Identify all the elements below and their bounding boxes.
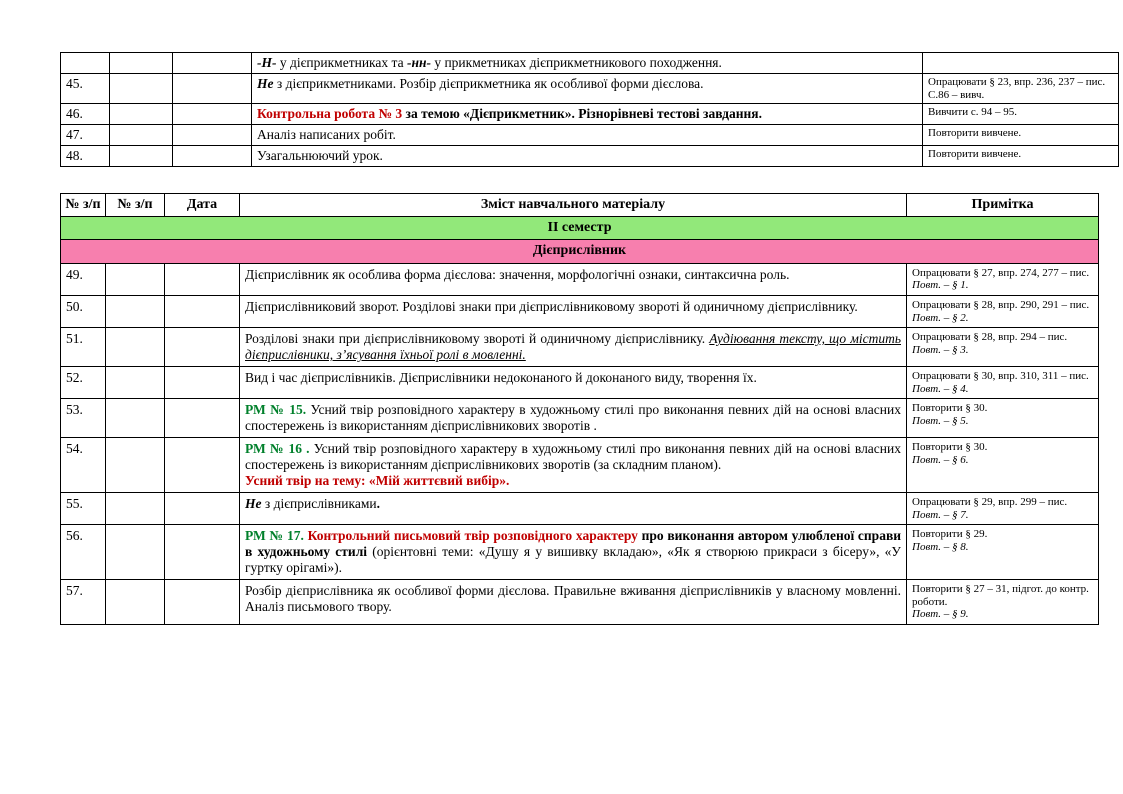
header-note: Примітка — [907, 193, 1099, 216]
cell-number-2 — [106, 263, 165, 295]
cell-number-2 — [110, 53, 173, 74]
cell-content: -Н- у дієприкметниках та -нн- у прикметниках дієприкметникового походження. — [252, 53, 923, 74]
cell-note: Опрацювати § 30, впр. 310, 311 – пис. Повт. – § 4. — [907, 367, 1099, 399]
cell-note: Повторити § 27 – 31, підгот. до контр. роботи. Повт. – § 9. — [907, 580, 1099, 625]
cell-date — [165, 580, 240, 625]
cell-number: 46. — [61, 104, 110, 125]
table-row — [61, 525, 1099, 580]
table-row — [61, 295, 1099, 327]
table-row — [61, 146, 1119, 167]
cell-note: Повторити вивчене. — [923, 146, 1119, 167]
cell-number: 45. — [61, 73, 110, 103]
cell-content: Вид і час дієприслівників. Дієприслівники недоконаного й доконаного виду, творення їх. — [240, 367, 907, 399]
cell-content: Розбір дієприслівника як особливої форми дієслова. Правильне вживання дієприслівників у власному мовленні. Аналіз письмового твору. — [240, 580, 907, 625]
table-row — [61, 125, 1119, 146]
cell-date — [165, 367, 240, 399]
band-semester-row — [61, 216, 1099, 240]
table-row — [61, 438, 1099, 493]
cell-date — [165, 328, 240, 367]
table-row — [61, 73, 1119, 103]
lesson-table-main — [60, 193, 1099, 625]
cell-number-2 — [106, 438, 165, 493]
cell-note: Опрацювати § 28, впр. 294 – пис. Повт. – § 3. — [907, 328, 1099, 367]
table-row — [61, 53, 1119, 74]
band-semester-label: ІІ семестр — [61, 216, 1099, 240]
table-row — [61, 580, 1099, 625]
cell-content: РМ № 17. Контрольний письмовий твір розповідного характеру про виконання автором улюбленої справи в художньому стилі (орієнтовні теми: «Душу я у вишивку вкладаю», «Як я створюю прикраси з бісеру», «У гуртку орігамі»). — [240, 525, 907, 580]
cell-note: Опрацювати § 28, впр. 290, 291 – пис. Повт. – § 2. — [907, 295, 1099, 327]
cell-number-2 — [106, 580, 165, 625]
band-topic-row — [61, 240, 1099, 264]
table-row — [61, 263, 1099, 295]
cell-date — [165, 295, 240, 327]
cell-number: 51. — [61, 328, 106, 367]
table-gap — [60, 167, 1063, 193]
cell-content: РМ № 16 . Усний твір розповідного характеру в художньому стилі про виконання певних дій на основі власних спостережень із використанням дієприслівникових зворотів (за складним планом). Усний твір на тему: «Мій життєвий вибір». — [240, 438, 907, 493]
cell-number-2 — [110, 104, 173, 125]
cell-content: Не з дієприслівниками. — [240, 492, 907, 524]
cell-content: Контрольна робота № 3 за темою «Дієприкметник». Різнорівневі тестові завдання. — [252, 104, 923, 125]
cell-number-2 — [106, 328, 165, 367]
cell-content: Аналіз написаних робіт. — [252, 125, 923, 146]
cell-number: 53. — [61, 399, 106, 438]
cell-content: Дієприслівниковий зворот. Розділові знаки при дієприслівниковому звороті й одиничному дієприслівнику. — [240, 295, 907, 327]
cell-note: Повторити вивчене. — [923, 125, 1119, 146]
cell-number: 55. — [61, 492, 106, 524]
table-header-row — [61, 193, 1099, 216]
table-top-body — [61, 53, 1119, 167]
cell-number: 47. — [61, 125, 110, 146]
cell-number — [61, 53, 110, 74]
cell-note: Повторити § 29. Повт. – § 8. — [907, 525, 1099, 580]
lesson-table-top — [60, 52, 1119, 167]
cell-date — [173, 53, 252, 74]
cell-number-2 — [106, 525, 165, 580]
cell-content: Розділові знаки при дієприслівниковому звороті й одиничному дієприслівнику. Аудіювання тексту, що містить дієприслівники, з’ясування їхньої ролі в мовленні. — [240, 328, 907, 367]
cell-content: Дієприслівник як особлива форма дієслова: значення, морфологічні ознаки, синтаксична роль. — [240, 263, 907, 295]
cell-note: Вивчити с. 94 – 95. — [923, 104, 1119, 125]
cell-date — [173, 146, 252, 167]
cell-note — [923, 53, 1119, 74]
header-date: Дата — [165, 193, 240, 216]
cell-number-2 — [110, 146, 173, 167]
cell-number: 48. — [61, 146, 110, 167]
cell-note: Повторити § 30. Повт. – § 6. — [907, 438, 1099, 493]
table-row — [61, 104, 1119, 125]
cell-date — [165, 492, 240, 524]
cell-number-2 — [106, 492, 165, 524]
header-content: Зміст навчального матеріалу — [240, 193, 907, 216]
cell-number-2 — [110, 125, 173, 146]
cell-number-2 — [106, 295, 165, 327]
cell-note: Опрацювати § 27, впр. 274, 277 – пис. Повт. – § 1. — [907, 263, 1099, 295]
cell-number: 57. — [61, 580, 106, 625]
cell-date — [173, 125, 252, 146]
cell-number: 52. — [61, 367, 106, 399]
cell-number-2 — [106, 399, 165, 438]
header-number-2: № з/п — [106, 193, 165, 216]
table-row — [61, 399, 1099, 438]
cell-note: Повторити § 30. Повт. – § 5. — [907, 399, 1099, 438]
cell-date — [165, 525, 240, 580]
cell-date — [165, 399, 240, 438]
cell-note: Опрацювати § 23, впр. 236, 237 – пис. С.86 – вивч. — [923, 73, 1119, 103]
cell-content: Узагальнюючий урок. — [252, 146, 923, 167]
cell-number: 49. — [61, 263, 106, 295]
cell-number-2 — [106, 367, 165, 399]
cell-content: РМ № 15. Усний твір розповідного характеру в художньому стилі про виконання певних дій на основі власних спостережень із використанням дієприслівникових зворотів . — [240, 399, 907, 438]
cell-date — [165, 438, 240, 493]
cell-date — [173, 73, 252, 103]
cell-content: Не з дієприкметниками. Розбір дієприкметника як особливої форми дієслова. — [252, 73, 923, 103]
cell-date — [173, 104, 252, 125]
header-number: № з/п — [61, 193, 106, 216]
table-row — [61, 492, 1099, 524]
cell-number: 50. — [61, 295, 106, 327]
table-main-body — [61, 193, 1099, 624]
cell-number: 56. — [61, 525, 106, 580]
cell-number: 54. — [61, 438, 106, 493]
cell-date — [165, 263, 240, 295]
band-topic-label: Дієприслівник — [61, 240, 1099, 264]
table-row — [61, 328, 1099, 367]
table-row — [61, 367, 1099, 399]
cell-number-2 — [110, 73, 173, 103]
cell-note: Опрацювати § 29, впр. 299 – пис. Повт. – § 7. — [907, 492, 1099, 524]
